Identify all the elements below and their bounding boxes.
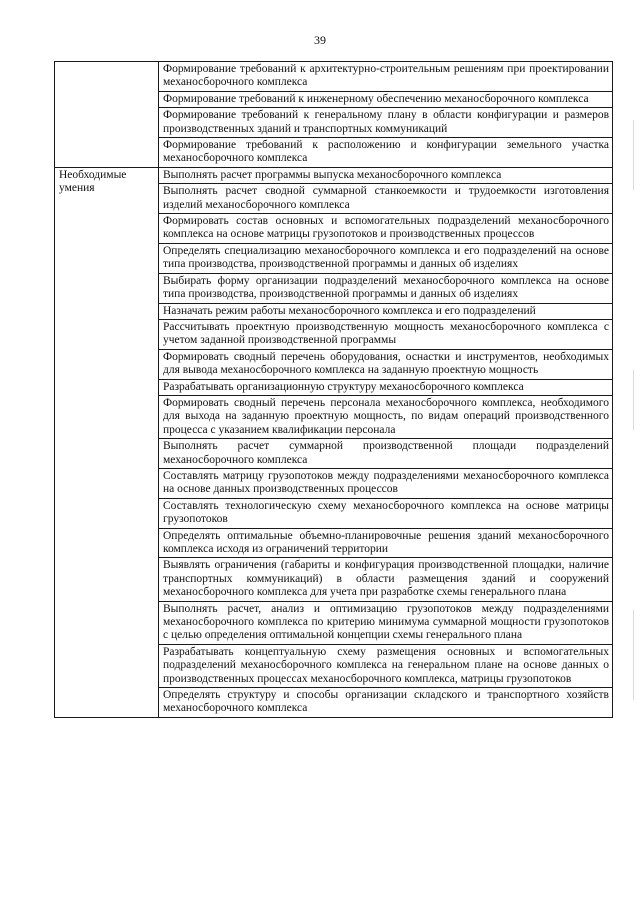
requirement-text: Формировать сводный перечень персонала механосборочного комплекса, необходимого для выхода на заданную проектную мощность, по видам операций производственного процесса с указанием квалификации персонала xyxy=(163,396,609,436)
requirement-text-cell xyxy=(159,138,613,168)
requirement-text: Выполнять расчет сводной суммарной станкоемкости и трудоемкости изготовления изделий механосборочного комплекса xyxy=(163,185,609,211)
requirement-text-cell xyxy=(159,395,613,438)
requirement-text-cell xyxy=(159,184,613,214)
requirement-text-cell xyxy=(159,273,613,303)
requirement-text-cell xyxy=(159,214,613,244)
requirement-text: Выполнять расчет, анализ и оптимизацию грузопотоков между подразделениями механосборочного комплекса по критерию минимума суммарной мощности грузопотоков с целью определения оптимальной концепции схемы генерального плана xyxy=(163,602,609,642)
requirement-text-cell xyxy=(159,303,613,319)
requirement-text: Формировать состав основных и вспомогательных подразделений механосборочного комплекса на основе матрицы грузопотоков и производственных процессов xyxy=(163,215,609,241)
requirement-text-cell xyxy=(159,688,613,718)
table-body xyxy=(55,62,613,718)
requirement-text: Рассчитывать проектную производственную мощность механосборочного комплекса с учетом заданной производственной программы xyxy=(163,320,609,347)
requirement-text-cell xyxy=(159,498,613,528)
requirement-text: Составлять матрицу грузопотоков между подразделениями механосборочного комплекса на основе данных производственных процессов xyxy=(163,469,609,496)
requirement-text: Назначать режим работы механосборочного комплекса и его подразделений xyxy=(163,304,536,317)
requirement-text: Формирование требований к расположению и конфигурации земельного участка механосборочного комплекса xyxy=(163,139,609,165)
requirement-text-cell xyxy=(159,644,613,687)
requirement-text-cell xyxy=(159,243,613,273)
requirement-text-cell xyxy=(159,439,613,469)
requirement-text: Выбирать форму организации подразделений механосборочного комплекса на основе типа производства, производственной программы и данных об изделиях xyxy=(163,274,609,301)
requirement-text-cell xyxy=(159,558,613,601)
scan-edge-line-middle xyxy=(633,370,634,430)
requirement-text: Составлять технологическую схему механосборочного комплекса на основе матрицы грузопотоков xyxy=(163,499,609,526)
requirement-text: Разрабатывать организационную структуру механосборочного комплекса xyxy=(163,380,524,393)
requirement-text: Разрабатывать концептуальную схему размещения основных и вспомогательных подразделений механосборочного комплекса на генеральном плане на основе данных о производственных процессах механосборочного комплекса, матрицы грузопотоков xyxy=(163,645,609,685)
requirement-text-cell xyxy=(159,349,613,379)
requirement-text: Выполнять расчет программы выпуска механосборочного комплекса xyxy=(163,168,502,181)
requirement-text: Формирование требований к архитектурно-строительным решениям при проектировании механосборочного комплекса xyxy=(163,63,609,89)
requirement-text: Определять оптимальные объемно-планировочные решения зданий механосборочного комплекса исходя из ограничений территории xyxy=(163,529,609,555)
requirement-text-cell xyxy=(159,528,613,558)
requirement-text: Определять специализацию механосборочного комплекса и его подразделений на основе типа производства, производственной программы и данных об изделиях xyxy=(163,244,609,271)
table-row xyxy=(55,167,613,183)
skills-label-cell xyxy=(55,167,159,717)
requirement-text-cell xyxy=(159,601,613,644)
scan-edge-line-lower xyxy=(633,610,634,700)
requirement-text-cell xyxy=(159,108,613,138)
scan-edge-line-upper xyxy=(633,120,634,190)
table-row xyxy=(55,62,613,92)
page-number: 39 xyxy=(314,33,326,47)
requirement-text: Формирование требований к генеральному плану в области конфигурации и размеров производственных зданий и транспортных коммуникаций xyxy=(163,109,609,135)
requirement-text-cell xyxy=(159,379,613,395)
requirement-text: Формировать сводный перечень оборудования, оснастки и инструментов, необходимых для вывода механосборочного комплекса на заданную проектную мощность xyxy=(163,350,609,377)
requirement-text: Формирование требований к инженерному обеспечению механосборочного комплекса xyxy=(163,92,589,105)
requirement-text-cell xyxy=(159,62,613,92)
requirement-text: Выполнять расчет суммарной производственной площади подразделений механосборочного комплекса xyxy=(163,440,609,466)
requirement-text: Определять структуру и способы организации складского и транспортного хозяйств механосборочного комплекса xyxy=(163,689,609,715)
empty-label-cell xyxy=(55,62,159,168)
requirements-table xyxy=(54,61,613,718)
requirement-text-cell xyxy=(159,91,613,107)
skills-label: Необходимые умения xyxy=(59,168,127,195)
requirement-text-cell xyxy=(159,167,613,183)
requirement-text: Выявлять ограничения (габариты и конфигурация производственной площадки, наличие транспортных коммуникаций) в области размещения зданий и сооружений механосборочного комплекса для учета при разработке схемы генерального плана xyxy=(163,559,609,599)
requirement-text-cell xyxy=(159,468,613,498)
requirement-text-cell xyxy=(159,319,613,349)
